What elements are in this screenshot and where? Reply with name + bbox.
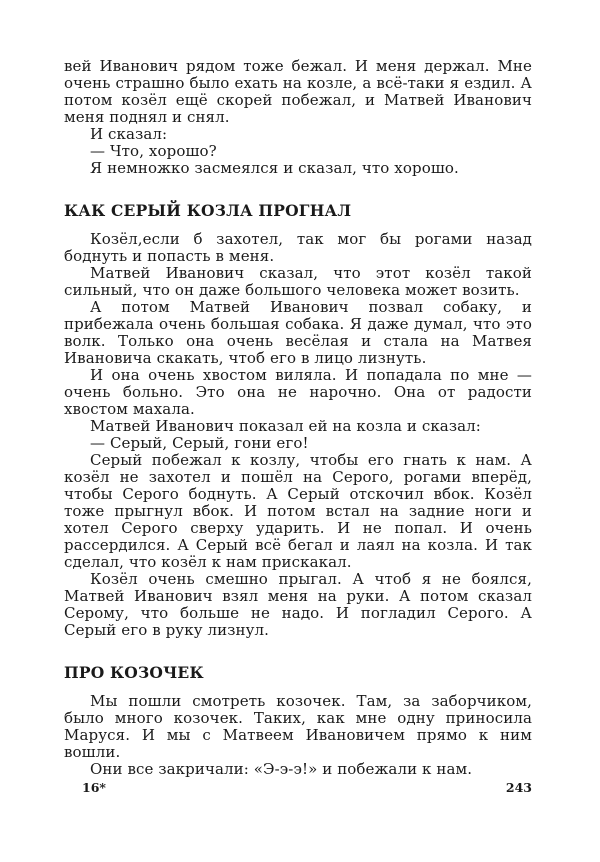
dialogue-line: — Что, хорошо? [90,142,217,160]
dialogue-line: — Серый, Серый, гони его! [90,434,309,452]
page-number: 243 [505,780,532,795]
page-text [64,58,532,778]
paragraph: Козёл,если б захотел, так мог бы рогами назад боднуть и попасть в меня. [64,230,532,265]
paragraph: И сказал: [90,125,168,143]
paragraph: Матвей Иванович сказал, что этот козёл такой сильный, что он даже большого человека может возить. [64,264,532,299]
paragraph: вей Иванович рядом тоже бежал. И меня держал. Мне очень страшно было ехать на козле, а всё-таки я ездил. А потом козёл ещё скорей побежал, и Матвей Иванович меня поднял и снял. [64,57,532,126]
paragraph: А потом Матвей Иванович позвал собаку, и прибежала очень большая собака. Я даже думал, что это волк. Только она очень весёлая и стала на Матвея Ивановича скакать, чтоб его в лицо лизнуть. [64,298,532,367]
paragraph: Мы пошли смотреть козочек. Там, за заборчиком, было много козочек. Таких, как мне одну приносила Маруся. И мы с Матвеем Ивановичем прямо к ним вошли. [64,692,532,761]
paragraph: И она очень хвостом виляла. И попадала по мне — очень больно. Это она не нарочно. Она от радости хвостом махала. [64,366,532,418]
section-title: ПРО КОЗОЧЕК [64,663,204,682]
section-title: КАК СЕРЫЙ КОЗЛА ПРОГНАЛ [64,201,352,220]
paragraph: Серый побежал к козлу, чтобы его гнать к нам. А козёл не захотел и пошёл на Серого, рогами вперёд, чтобы Серого боднуть. А Серый отскочил вбок. Козёл тоже прыгнул вбок. И потом встал на задние ноги и хотел Серого сверху ударить. И не попал. И очень рассердился. А Серый всё бегал и лаял на козла. И так сделал, что козёл к нам прискакал. [64,451,532,571]
paragraph: Они все закричали: «Э-э-э!» и побежали к нам. [90,760,473,778]
paragraph: Я немножко засмеялся и сказал, что хорошо. [90,159,459,177]
signature-mark: 16* [82,780,106,795]
paragraph: Козёл очень смешно прыгал. А чтоб я не боялся, Матвей Иванович взял меня на руки. А потом сказал Серому, что больше не надо. И погладил Серого. А Серый его в руку лизнул. [64,570,532,639]
paragraph: Матвей Иванович показал ей на козла и сказал: [90,417,481,435]
